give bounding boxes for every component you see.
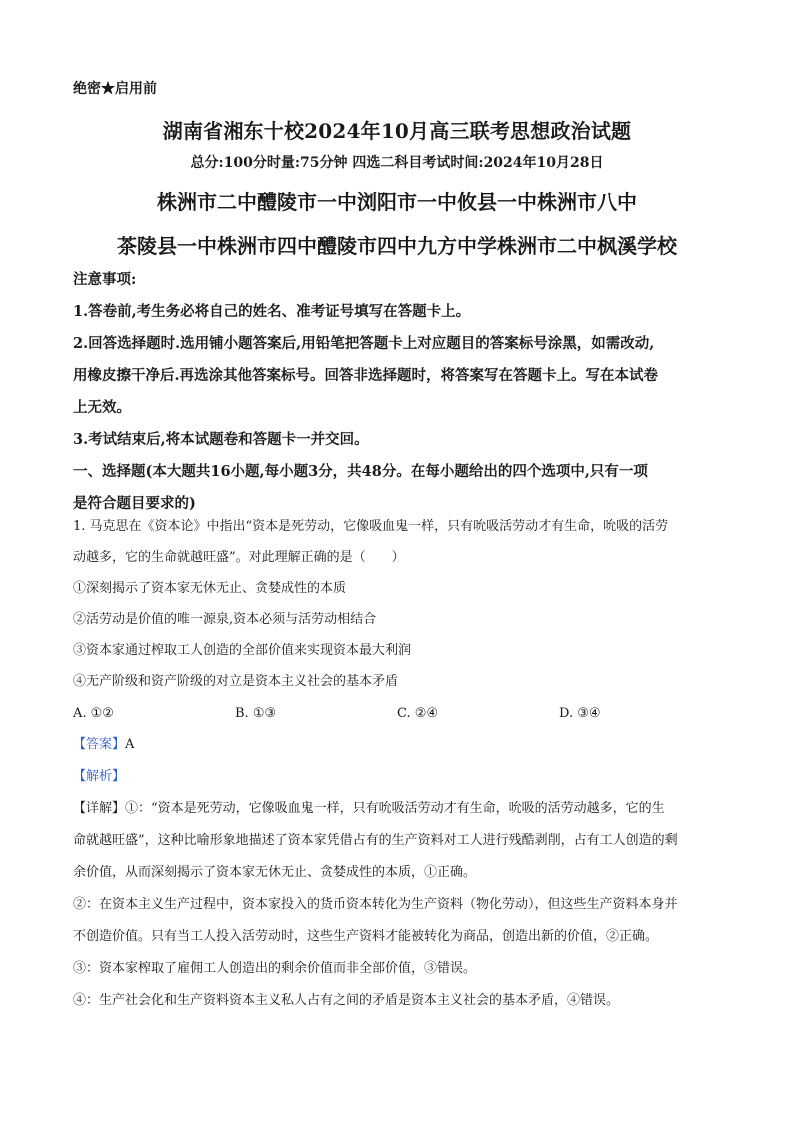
section-heading-line-2: 是符合题目要求的) xyxy=(73,495,196,512)
detail-line-1 xyxy=(73,793,723,825)
confidential-label: 绝密★启用前 xyxy=(73,81,157,97)
detail-line-6: ③：资本家榨取了雇佣工人创造出的剩余价值而非全部价值，③错误。 xyxy=(73,961,477,976)
question-stem-line-2: 动越多，它的生命就越旺盛”。对此理解正确的是（ ） xyxy=(73,550,405,565)
answer-line xyxy=(73,729,723,761)
detail-line-2: 命就越旺盛”，这种比喻形象地描述了资本家凭借占有的生产资料对工人进行残酷剥削，占有工人创造的剩 xyxy=(73,833,678,848)
answer-tag: 【答案】 xyxy=(73,737,126,752)
notes-heading: 注意事项: xyxy=(73,271,137,288)
statement-3: ③资本家通过榨取工人创造的全部价值来实现资本最大利润 xyxy=(73,643,412,658)
answer-value: A xyxy=(125,737,135,752)
detail-line-4: ②：在资本主义生产过程中，资本家投入的货币资本转化为生产资料（物化劳动），但这些生产资料本身并 xyxy=(73,897,678,912)
detail-line-3: 余价值，从而深刻揭示了资本家无休无止、贪婪成性的本质，①正确。 xyxy=(73,865,477,880)
schools-line-1: 株洲市二中醴陵市一中浏阳市一中攸县一中株洲市八中 xyxy=(157,190,637,214)
note-item-2-line-1: 2.回答选择题时.选用铺小题答案后,用铅笔把答题卡上对应题目的答案标号涂黑，如需改动, xyxy=(73,335,655,352)
note-item-2-line-3: 上无效。 xyxy=(73,399,131,416)
detail-line-5: 不创造价值。只有当工人投入活劳动时，这些生产资料才能被转化为商品，创造出新的价值，②正确。 xyxy=(73,929,659,944)
statement-4: ④无产阶级和资产阶级的对立是资本主义社会的基本矛盾 xyxy=(73,674,399,689)
notes-section xyxy=(73,264,723,520)
answer-analysis xyxy=(73,729,723,1017)
note-item-3: 3.考试结束后,将本试题卷和答题卡一并交回。 xyxy=(73,431,369,448)
analysis-line xyxy=(73,761,723,793)
section-heading-line-1: 一、选择题(本大题共16小题,每小题3分，共48分。在每小题给出的四个选项中,只有一项 xyxy=(73,463,648,480)
exam-title: 湖南省湘东十校2024年10月高三联考思想政治试题 xyxy=(162,119,632,143)
schools-line-2: 茶陵县一中株洲市四中醴陵市四中九方中学株洲市二中枫溪学校 xyxy=(117,234,677,258)
note-item-2-line-2: 用橡皮擦干净后.再选涂其他答案标号。回答非选择题时，将答案写在答题卡上。写在本试卷 xyxy=(73,367,659,384)
option-c: C. ②④ xyxy=(397,706,439,721)
question-1 xyxy=(73,511,723,697)
statement-2: ②活劳动是价值的唯一源泉,资本必须与活劳动相结合 xyxy=(73,612,377,627)
question-stem-line-1: 1. 马克思在《资本论》中指出“资本是死劳动，它像吸血鬼一样，只有吮吸活劳动才有生命，吮吸的活劳 xyxy=(73,519,669,534)
exam-meta: 总分:100分时量:75分钟 四选二科目考试时间:2024年10月28日 xyxy=(190,155,604,171)
analysis-tag: 【解析】 xyxy=(73,769,126,784)
option-b: B. ①③ xyxy=(235,706,277,721)
note-item-1: 1.答卷前,考生务必将自己的姓名、准考证号填写在答题卡上。 xyxy=(73,303,471,320)
option-d: D. ③④ xyxy=(559,706,601,721)
statement-1: ①深刻揭示了资本家无休无止、贪婪成性的本质 xyxy=(73,581,347,596)
detail-tag: 【详解】 xyxy=(73,801,126,816)
detail-line-7: ④：生产社会化和生产资料资本主义私人占有之间的矛盾是资本主义社会的基本矛盾，④错误。 xyxy=(73,993,620,1008)
detail-text-1a: ①：“资本是死劳动，它像吸血鬼一样，只有吮吸活劳动才有生命，吮吸的活劳动越多，它的生 xyxy=(125,801,665,816)
option-a: A. ①② xyxy=(73,706,114,721)
